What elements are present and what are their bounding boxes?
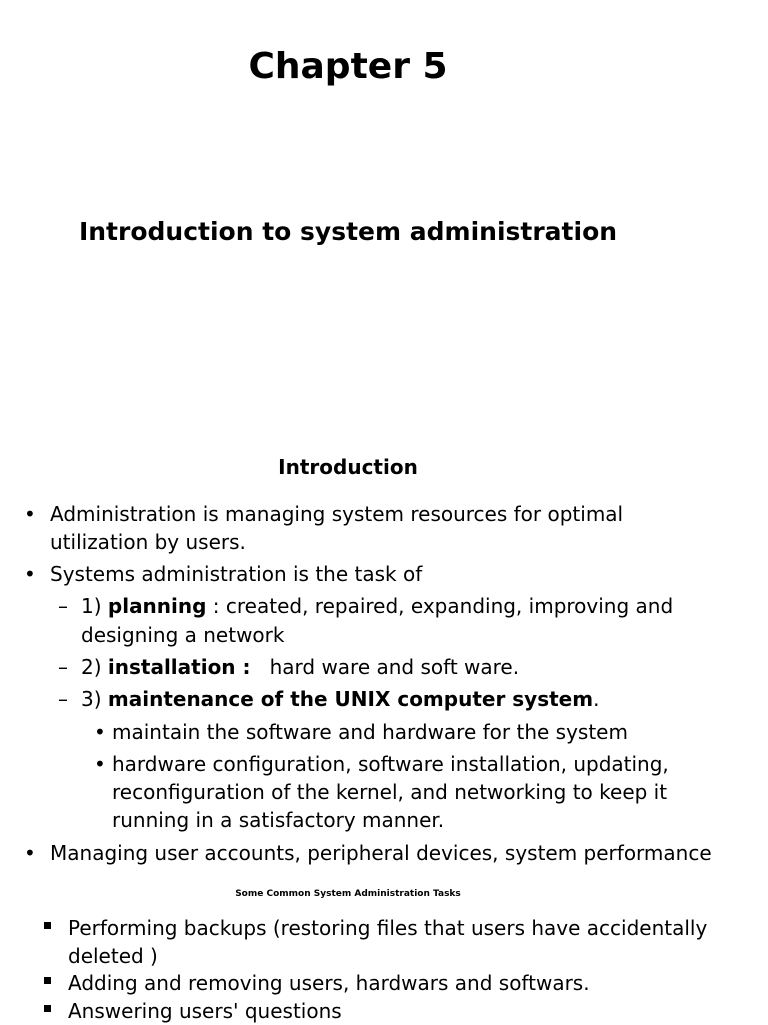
sub-item-bold-term: installation : (107, 655, 251, 679)
bullet-marker: • (24, 502, 36, 526)
sub-item-number: 1) (81, 594, 108, 618)
task-2: Adding and removing users, hardwars and softwars. (68, 971, 590, 995)
square-bullet-icon (44, 977, 51, 984)
section-heading: Introduction (278, 455, 418, 479)
tasks-title: Some Common System Administration Tasks (235, 889, 461, 899)
chapter-title: Chapter 5 (248, 46, 448, 87)
task-1-line-2: deleted ) (68, 944, 158, 968)
sub-item-description: hard ware and soft ware. (250, 655, 520, 679)
square-bullet-icon (44, 922, 51, 929)
sub-sub-item-2-line-3: running in a satisfactory manner. (112, 808, 445, 832)
dash-marker: – (58, 594, 68, 618)
sub-item-number: 2) (81, 655, 108, 679)
sub-sub-item-1: maintain the software and hardware for the system (112, 720, 628, 744)
sub-item-installation (81, 653, 519, 681)
sub-item-bold-term: maintenance of the UNIX computer system (107, 687, 594, 711)
sub-item-maintenance (81, 685, 599, 713)
sub-sub-item-2-line-2: reconfiguration of the kernel, and networking to keep it (112, 780, 668, 804)
bullet-1-line-2: utilization by users. (50, 530, 246, 554)
bullet-marker: • (94, 752, 106, 776)
square-bullet-icon (44, 1005, 51, 1012)
dash-marker: – (58, 655, 68, 679)
bullet-1-line-1: Administration is managing system resources for optimal (50, 502, 624, 526)
task-1-line-1: Performing backups (restoring files that users have accidentally (68, 916, 708, 940)
sub-item-number: 3) (81, 687, 108, 711)
sub-item-bold-term: planning (107, 594, 207, 618)
sub-item-description: . (593, 687, 600, 711)
chapter-subtitle: Introduction to system administration (78, 217, 618, 246)
bullet-marker: • (24, 562, 36, 586)
bullet-marker: • (24, 841, 36, 865)
sub-sub-item-2-line-1: hardware configuration, software installation, updating, (112, 752, 669, 776)
sub-item-planning-line-2: designing a network (81, 623, 285, 647)
bullet-3: Managing user accounts, peripheral devices, system performance (50, 841, 712, 865)
sub-item-planning (81, 592, 673, 620)
sub-item-description: : created, repaired, expanding, improving and (206, 594, 674, 618)
task-3: Answering users' questions (68, 999, 342, 1023)
dash-marker: – (58, 687, 68, 711)
bullet-marker: • (94, 720, 106, 744)
bullet-2: Systems administration is the task of (50, 562, 423, 586)
